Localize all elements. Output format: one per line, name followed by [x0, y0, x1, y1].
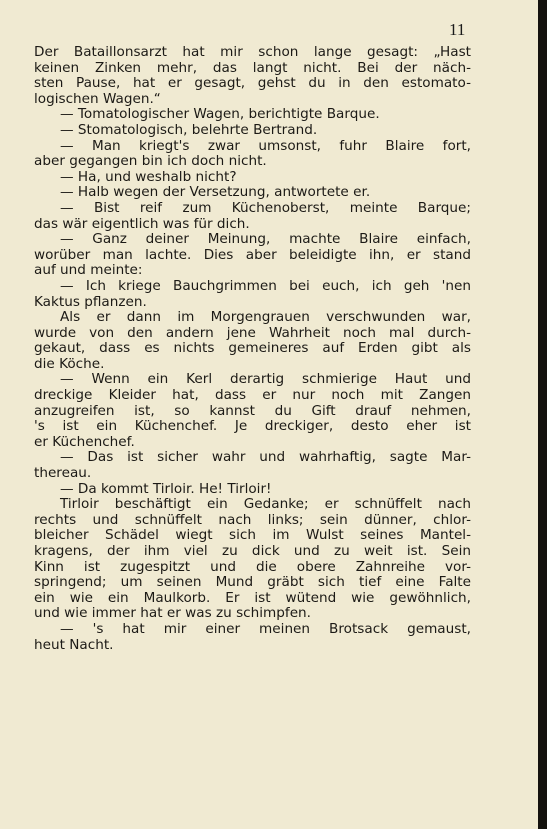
body-text	[34, 45, 471, 653]
text-line: — Ha, und weshalb nicht?	[60, 168, 237, 185]
text-line: heut Nacht.	[34, 636, 114, 653]
text-line: — Halb wegen der Versetzung, antwortete er.	[60, 184, 371, 201]
text-line: bleicher Schädel wiegt sich im Wulst seines Mantel-	[34, 527, 471, 544]
text-line: — Tomatologischer Wagen, berichtigte Barque.	[60, 106, 380, 123]
text-line: dreckige Kleider hat, dass er nur noch mit Zangen	[34, 387, 471, 404]
scan-edge	[538, 0, 547, 829]
text-line: kragens, der ihm viel zu dick und zu weit ist. Sein	[34, 543, 471, 559]
text-line: worüber man lachte. Dies aber beleidigte ihn, er stand	[34, 246, 471, 263]
text-line: — Da kommt Tirloir. He! Tirloir!	[60, 480, 272, 497]
text-line: 's ist ein Küchenchef. Je dreckiger, desto eher ist	[34, 418, 471, 435]
text-line: Der Bataillonsarzt hat mir schon lange gesagt: „Hast	[34, 44, 471, 60]
text-line: gekaut, dass es nichts gemeineres auf Erden gibt als	[34, 340, 471, 357]
text-line: — Bist reif zum Küchenoberst, meinte Barque;	[60, 199, 471, 216]
text-line: thereau.	[34, 465, 92, 482]
text-line: Tirloir beschäftigt ein Gedanke; er schnüffelt nach	[60, 496, 471, 513]
text-line: — 's hat mir einer meinen Brotsack gemaust,	[60, 620, 471, 637]
text-line: — Das ist sicher wahr und wahrhaftig, sagte Mar-	[60, 449, 471, 466]
text-line: keinen Zinken mehr, das langt nicht. Bei der näch-	[34, 59, 471, 76]
text-line: er Küchenchef.	[34, 433, 135, 450]
text-line: Kaktus pflanzen.	[34, 293, 147, 310]
text-line: — Stomatologisch, belehrte Bertrand.	[60, 121, 318, 138]
text-line: — Ganz deiner Meinung, machte Blaire einfach,	[60, 231, 471, 248]
text-line: ein wie ein Maulkorb. Er ist wütend wie gewöhnlich,	[34, 589, 471, 606]
text-line: wurde von den andern jene Wahrheit noch mal durch-	[34, 324, 471, 341]
text-line: springend; um seinen Mund gräbt sich tief eine Falte	[34, 574, 471, 591]
text-line: — Wenn ein Kerl derartig schmierige Haut und	[60, 371, 471, 388]
text-line: rechts und schnüffelt nach links; sein dünner, chlor-	[34, 511, 471, 528]
page-number: 11	[449, 20, 466, 39]
text-line: — Ich kriege Bauchgrimmen bei euch, ich geh 'nen	[60, 277, 471, 294]
text-line: logischen Wagen.“	[34, 90, 161, 107]
text-line: auf und meinte:	[34, 262, 143, 279]
text-line: aber gegangen bin ich doch nicht.	[34, 153, 267, 170]
text-line: das wär eigentlich was für dich.	[34, 215, 250, 232]
text-line: Kinn ist zugespitzt und die obere Zahnreihe vor-	[34, 558, 471, 575]
text-line: — Man kriegt's zwar umsonst, fuhr Blaire fort,	[60, 137, 471, 154]
text-line: Als er dann im Morgengrauen verschwunden war,	[60, 309, 471, 326]
text-line: anzugreifen ist, so kannst du Gift drauf nehmen,	[34, 402, 471, 419]
text-line: die Köche.	[34, 355, 105, 372]
text-line: und wie immer hat er was zu schimpfen.	[34, 605, 311, 622]
text-line: sten Pause, hat er gesagt, gehst du in den estomato-	[34, 75, 471, 92]
